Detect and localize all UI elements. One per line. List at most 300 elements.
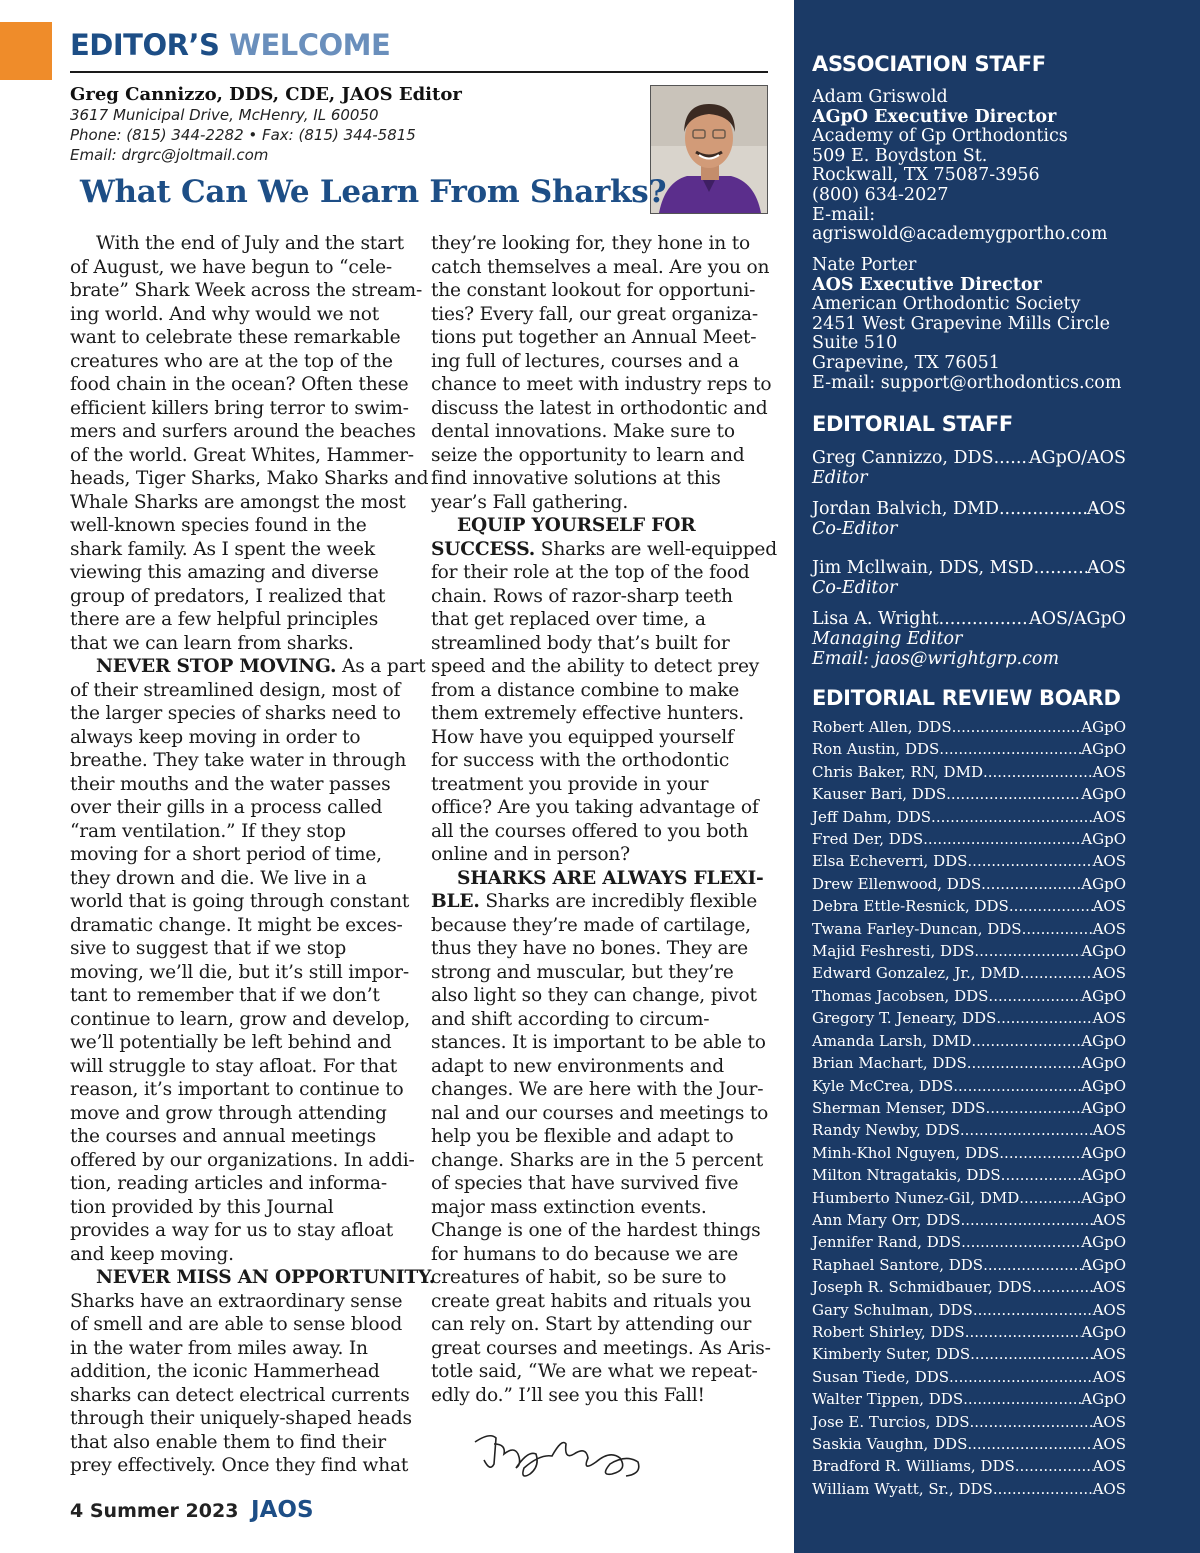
contact-nate-porter xyxy=(812,256,1192,393)
contact-address: 509 E. Boydston St. xyxy=(812,145,988,166)
article-line xyxy=(70,632,415,656)
article-subhead: NEVER STOP MOVING. xyxy=(96,656,337,677)
article-line xyxy=(70,679,415,703)
member-affiliation: AGpO xyxy=(1081,718,1126,736)
review-board-member xyxy=(812,1276,1126,1298)
article-line xyxy=(431,514,771,538)
article-line xyxy=(70,749,415,773)
member-affiliation: AGpO xyxy=(1081,874,1126,893)
article-line xyxy=(431,1290,771,1314)
article-line xyxy=(431,279,771,303)
review-board-member xyxy=(812,828,1126,850)
article-line xyxy=(70,232,415,256)
article-line xyxy=(70,303,415,327)
article-line xyxy=(431,350,771,374)
article-line-text: help you be flexible and adapt to xyxy=(431,1126,734,1147)
article-line xyxy=(70,1172,415,1196)
article-line xyxy=(70,702,415,726)
article-line-text: moving for a short period of time, xyxy=(70,844,382,865)
contact-city: Grapevine, TX 76051 xyxy=(812,352,1000,373)
article-line-text: changes. We are here with the Jour- xyxy=(431,1079,764,1100)
article-line xyxy=(70,773,415,797)
article-line xyxy=(70,1008,415,1032)
article-line xyxy=(431,867,771,891)
article-line xyxy=(70,1125,415,1149)
article-line xyxy=(431,420,771,444)
signature-icon xyxy=(470,1424,645,1484)
article-line-text: dental innovations. Make sure to xyxy=(431,421,735,442)
article-line-text: for their role at the top of the food xyxy=(431,562,750,583)
article-line xyxy=(431,749,771,773)
article-line-text: of species that have survived five xyxy=(431,1173,739,1194)
article-line-text: thus they have no bones. They are xyxy=(431,938,748,959)
article-line-text: all the courses offered to you both xyxy=(431,820,749,842)
article-line-text: viewing this amazing and diverse xyxy=(70,562,379,583)
article-line-text: will struggle to stay afloat. For that xyxy=(70,1055,398,1077)
article-line xyxy=(70,843,415,867)
contact-name: Adam Griswold xyxy=(812,87,948,107)
article-line-text: of their streamlined design, most of xyxy=(70,679,401,701)
article-line-text: With the end of July and the start xyxy=(96,233,404,254)
editor-phone: Phone: (815) 344-2282 • Fax: (815) 344-5815 xyxy=(70,126,416,144)
article-line xyxy=(70,1360,415,1384)
member-name: Sherman Menser, DDS xyxy=(812,1098,986,1117)
article-line xyxy=(431,232,771,256)
article-line-text: great courses and meetings. As Aris- xyxy=(431,1337,771,1359)
review-board-member xyxy=(812,716,1126,738)
article-line-text: the courses and annual meetings xyxy=(70,1126,376,1147)
member-affiliation: AOS xyxy=(1092,807,1126,826)
article-line xyxy=(431,1149,771,1173)
member-name: Milton Ntragatakis, DDS xyxy=(812,1166,1001,1185)
review-board-member xyxy=(812,1097,1126,1119)
article-line xyxy=(70,491,415,515)
article-line xyxy=(431,1078,771,1102)
article-line-text: creatures who are at the top of the xyxy=(70,350,393,372)
header-rule xyxy=(70,71,768,73)
article-line-text: Sharks are well-equipped xyxy=(535,538,777,560)
article-line-text: for success with the orthodontic xyxy=(431,750,730,771)
staff-entry xyxy=(812,448,1126,488)
review-board-member xyxy=(812,738,1126,760)
contact-title: AGpO Executive Director xyxy=(812,106,1057,127)
member-name: Minh-Khol Nguyen, DDS xyxy=(812,1143,1000,1162)
article-line-text: create great habits and rituals you xyxy=(431,1290,752,1312)
member-name: Robert Shirley, DDS xyxy=(812,1322,965,1341)
article-line-text: the constant lookout for opportuni- xyxy=(431,280,756,301)
contact-email-label: E-mail: xyxy=(812,204,876,225)
article-line-text: group of predators, I realized that xyxy=(70,585,386,607)
article-line xyxy=(431,373,771,397)
review-board-member xyxy=(812,850,1126,872)
article-line-text: ties? Every fall, our great organiza- xyxy=(431,303,758,325)
staff-entry xyxy=(812,609,1126,669)
article-line xyxy=(431,843,771,867)
article-line-text: catch themselves a meal. Are you on xyxy=(431,256,770,278)
article-line-text: that we can learn from sharks. xyxy=(70,632,354,654)
article-line xyxy=(431,1055,771,1079)
staff-name: Jordan Balvich, DMD xyxy=(812,499,999,519)
article-line xyxy=(70,1031,415,1055)
article-line xyxy=(70,984,415,1008)
article-line xyxy=(70,867,415,891)
member-name: Gregory T. Jeneary, DDS xyxy=(812,1009,997,1028)
member-affiliation: AOS xyxy=(1092,1300,1126,1319)
member-affiliation: AOS xyxy=(1092,1412,1126,1431)
article-line xyxy=(431,820,771,844)
member-name: Susan Tiede, DDS xyxy=(812,1367,950,1386)
article-subhead: NEVER MISS AN OPPORTUNITY. xyxy=(96,1267,436,1288)
article-line xyxy=(431,679,771,703)
review-board-member xyxy=(812,1187,1126,1209)
article-line-text: As a part xyxy=(336,656,426,677)
article-line-text: discuss the latest in orthodontic and xyxy=(431,397,768,419)
review-board-member xyxy=(812,783,1126,805)
review-board-list xyxy=(812,716,1126,1500)
contact-title: AOS Executive Director xyxy=(812,274,1042,295)
member-affiliation: AGpO xyxy=(1081,740,1126,759)
article-line-text: tions put together an Annual Meet- xyxy=(431,327,757,348)
article-line-text: because they’re made of cartilage, xyxy=(431,914,751,936)
review-board-member xyxy=(812,761,1126,783)
article-line-text: nal and our courses and meetings to xyxy=(431,1102,769,1124)
article-line xyxy=(431,444,771,468)
article-line xyxy=(70,1102,415,1126)
article-subhead: SUCCESS. xyxy=(431,538,536,560)
article-line-text: dramatic change. It might be exces- xyxy=(70,914,403,936)
article-line-text: Sharks have an extraordinary sense xyxy=(70,1290,403,1312)
article-line xyxy=(70,256,415,280)
article-line xyxy=(431,1172,771,1196)
review-board-member xyxy=(812,940,1126,962)
member-name: Jose E. Turcios, DDS xyxy=(812,1412,970,1431)
editor-name: Greg Cannizzo, DDS, CDE, JAOS Editor xyxy=(70,84,462,105)
staff-role: Co-Editor xyxy=(812,519,898,539)
article-line-text: online and in person? xyxy=(431,844,630,865)
article-line xyxy=(70,1431,415,1455)
article-line xyxy=(70,1313,415,1337)
staff-email: Email: jaos@wrightgrp.com xyxy=(812,649,1060,669)
article-line xyxy=(431,561,771,585)
member-name: Saskia Vaughn, DDS xyxy=(812,1435,968,1453)
member-name: Majid Feshresti, DDS xyxy=(812,942,975,961)
article-line xyxy=(70,420,415,444)
review-board-member xyxy=(812,1254,1126,1276)
article-line-text: want to celebrate these remarkable xyxy=(70,327,401,348)
article-line-text: major mass extinction events. xyxy=(431,1196,707,1218)
article-line xyxy=(431,303,771,327)
article-line-text: food chain in the ocean? Often these xyxy=(70,374,409,395)
member-affiliation: AOS xyxy=(1092,1345,1126,1364)
member-name: Kimberly Suter, DDS xyxy=(812,1345,971,1364)
article-line xyxy=(70,373,415,397)
article-line-text: move and grow through attending xyxy=(70,1102,387,1124)
member-name: Elsa Echeverri, DDS xyxy=(812,852,968,871)
member-name: Jeff Dahm, DDS xyxy=(812,807,932,826)
article-line-text: they’re looking for, they hone in to xyxy=(431,233,750,254)
member-name: Jennifer Rand, DDS xyxy=(812,1233,962,1252)
article-line-text: from a distance combine to make xyxy=(431,679,740,701)
article-line xyxy=(70,326,415,350)
sidebar xyxy=(794,0,1200,1553)
section-header-word2: WELCOME xyxy=(228,28,391,62)
article-line xyxy=(431,632,771,656)
member-name: Kauser Bari, DDS xyxy=(812,785,947,804)
contact-org: American Orthodontic Society xyxy=(812,294,1081,315)
member-affiliation: AOS xyxy=(1092,919,1126,938)
review-board-member xyxy=(812,962,1126,984)
article-line xyxy=(431,491,771,515)
article-line xyxy=(70,1243,415,1267)
article-line-text: prey effectively. Once they find what xyxy=(70,1455,409,1476)
review-board-member xyxy=(812,985,1126,1007)
article-line-text: “ram ventilation.” If they stop xyxy=(70,820,346,842)
article-line-text: efficient killers bring terror to swim- xyxy=(70,397,409,419)
review-board-member xyxy=(812,1455,1126,1477)
article-line-text: streamlined body that’s built for xyxy=(431,632,730,654)
member-name: Thomas Jacobsen, DDS xyxy=(812,986,989,1005)
article-line xyxy=(431,256,771,280)
review-board-member xyxy=(812,895,1126,917)
article-line xyxy=(70,1219,415,1243)
article-line xyxy=(431,326,771,350)
member-affiliation: AGpO xyxy=(1081,1054,1126,1073)
article-line xyxy=(431,1266,771,1290)
staff-role: Managing Editor xyxy=(812,629,963,649)
article-line-text: chain. Rows of razor-sharp teeth xyxy=(431,585,733,607)
member-name: Edward Gonzalez, Jr., DMD xyxy=(812,964,1020,983)
review-board-member xyxy=(812,1119,1126,1141)
article-line-text: breathe. They take water in through xyxy=(70,750,407,771)
staff-entry xyxy=(812,558,1126,598)
article-line-text: Sharks are incredibly flexible xyxy=(479,891,758,912)
editorial-staff-heading: EDITORIAL STAFF xyxy=(812,412,1013,436)
contact-adam-griswold xyxy=(812,88,1192,245)
article-line-text: of the world. Great Whites, Hammer- xyxy=(70,444,414,466)
article-line-text: of August, we have begun to “cele- xyxy=(70,256,393,278)
member-name: Amanda Larsh, DMD xyxy=(812,1031,972,1050)
member-name: Joseph R. Schmidbauer, DDS xyxy=(812,1278,1032,1297)
article-line-text: there are a few helpful principles xyxy=(70,609,379,630)
review-board-member xyxy=(812,1075,1126,1097)
member-affiliation: AOS xyxy=(1092,1435,1126,1453)
article-line xyxy=(70,279,423,303)
article-line-text: sive to suggest that if we stop xyxy=(70,938,347,959)
article-line-text: ing world. And why would we not xyxy=(70,303,380,325)
article-line xyxy=(431,984,771,1008)
staff-role: Editor xyxy=(812,468,868,488)
article-line xyxy=(70,961,415,985)
member-affiliation: AGpO xyxy=(1081,1322,1126,1341)
article-line-text: Change is one of the hardest things xyxy=(431,1220,761,1241)
article-line-text: office? Are you taking advantage of xyxy=(431,797,759,818)
staff-role: Co-Editor xyxy=(812,578,898,598)
member-affiliation: AOS xyxy=(1092,897,1126,916)
editor-address: 3617 Municipal Drive, McHenry, IL 60050 xyxy=(70,106,379,124)
staff-name: Jim Mcllwain, DDS, MSD xyxy=(812,558,1034,578)
member-affiliation: AOS xyxy=(1092,964,1126,983)
member-name: Chris Baker, RN, DMD xyxy=(812,762,983,781)
article-line xyxy=(431,1337,771,1361)
article-line xyxy=(431,937,771,961)
article-line xyxy=(431,796,771,820)
article-line-text: tion provided by this Journal xyxy=(70,1196,334,1218)
article-line-text: that also enable them to find their xyxy=(70,1431,386,1453)
review-board-member xyxy=(812,1007,1126,1029)
article-line-text: change. Sharks are in the 5 percent xyxy=(431,1149,764,1171)
member-affiliation: AGpO xyxy=(1081,1255,1126,1274)
article-line-text: world that is going through constant xyxy=(70,891,410,912)
article-line-text: of smell and are able to sense blood xyxy=(70,1314,403,1335)
staff-affiliation: AGpO/AOS xyxy=(1028,448,1126,468)
member-affiliation: AGpO xyxy=(1081,1233,1126,1252)
article-line-text: through their uniquely-shaped heads xyxy=(70,1408,412,1429)
article-line xyxy=(70,726,415,750)
member-affiliation: AOS xyxy=(1092,1457,1126,1476)
article-line-text: we’ll potentially be left behind and xyxy=(70,1032,392,1053)
article-line-text: brate” Shark Week across the stream- xyxy=(70,280,423,301)
article-line xyxy=(70,1407,415,1431)
member-affiliation: AGpO xyxy=(1081,830,1126,849)
article-line-text: reason, it’s important to continue to xyxy=(70,1079,404,1100)
page-number: 4 xyxy=(70,1500,84,1522)
member-name: Ron Austin, DDS xyxy=(812,740,940,759)
article-line-text: speed and the ability to detect prey xyxy=(431,656,760,677)
review-board-member xyxy=(812,1209,1126,1231)
member-affiliation: AGpO xyxy=(1081,942,1126,961)
article-line xyxy=(70,655,426,679)
article-line-text: provides a way for us to stay afloat xyxy=(70,1220,394,1241)
article-line xyxy=(70,444,415,468)
article-line xyxy=(431,585,771,609)
article-line xyxy=(70,1454,415,1478)
member-affiliation: AGpO xyxy=(1081,1031,1126,1050)
article-subhead: EQUIP YOURSELF FOR xyxy=(457,515,696,536)
contact-phone: (800) 634-2027 xyxy=(812,184,949,205)
article-line xyxy=(70,514,415,538)
staff-name: Greg Cannizzo, DDS xyxy=(812,448,994,468)
article-line xyxy=(431,702,771,726)
member-name: William Wyatt, Sr., DDS xyxy=(812,1479,993,1498)
member-name: Robert Allen, DDS xyxy=(812,718,952,736)
member-affiliation: AOS xyxy=(1092,852,1126,871)
article-subhead: BLE. xyxy=(431,891,480,912)
article-line-text: How have you equipped yourself xyxy=(431,726,734,748)
contact-address: 2451 West Grapevine Mills Circle xyxy=(812,313,1110,334)
member-affiliation: AGpO xyxy=(1081,1076,1126,1095)
member-affiliation: AOS xyxy=(1092,1009,1126,1028)
article-line xyxy=(70,1337,415,1361)
article-line xyxy=(70,561,415,585)
article-line xyxy=(431,1384,771,1408)
article-line-text: they drown and die. We live in a xyxy=(70,867,367,889)
member-name: Twana Farley-Duncan, DDS xyxy=(812,919,1022,938)
article-line-text: creatures of habit, so be sure to xyxy=(431,1267,727,1288)
article-line-text: year’s Fall gathering. xyxy=(431,491,629,513)
review-board-member xyxy=(812,806,1126,828)
article-title: What Can We Learn From Sharks? xyxy=(80,174,667,210)
article-line-text: the larger species of sharks need to xyxy=(70,703,401,724)
article-line xyxy=(431,1102,771,1126)
article-line xyxy=(70,1078,415,1102)
article-line xyxy=(70,538,415,562)
member-affiliation: AGpO xyxy=(1081,1390,1126,1409)
article-line-text: chance to meet with industry reps to xyxy=(431,374,772,395)
article-line-text: well-known species found in the xyxy=(70,515,367,536)
member-affiliation: AOS xyxy=(1092,1367,1126,1386)
review-board-member xyxy=(812,1433,1126,1455)
article-line xyxy=(70,890,415,914)
member-affiliation: AGpO xyxy=(1081,1188,1126,1207)
article-line xyxy=(431,655,771,679)
review-board-member xyxy=(812,1366,1126,1388)
editorial-review-board-heading: EDITORIAL REVIEW BOARD xyxy=(812,686,1121,710)
article-line-text: over their gills in a process called xyxy=(70,797,383,818)
article-line xyxy=(70,350,415,374)
article-subhead: SHARKS ARE ALWAYS FLEXI- xyxy=(457,867,764,889)
section-header xyxy=(70,28,390,62)
review-board-member xyxy=(812,1299,1126,1321)
review-board-member xyxy=(812,1411,1126,1433)
article-line-text: can rely on. Start by attending our xyxy=(431,1314,752,1335)
article-line-text: always keep moving in order to xyxy=(70,726,361,748)
member-affiliation: AGpO xyxy=(1081,1098,1126,1117)
member-name: Gary Schulman, DDS xyxy=(812,1300,973,1319)
review-board-member xyxy=(812,873,1126,895)
article-line xyxy=(70,1384,415,1408)
editor-email: Email: drgrc@joltmail.com xyxy=(70,146,269,164)
member-affiliation: AGpO xyxy=(1081,1166,1126,1185)
review-board-member xyxy=(812,1388,1126,1410)
article-line xyxy=(431,773,771,797)
article-line xyxy=(431,397,771,421)
member-name: Brian Machart, DDS xyxy=(812,1054,967,1073)
section-header-word1: EDITOR’S xyxy=(70,28,220,62)
article-line xyxy=(70,796,415,820)
member-name: Randy Newby, DDS xyxy=(812,1121,960,1140)
article-line-text: them extremely effective hunters. xyxy=(431,703,745,724)
review-board-member xyxy=(812,1030,1126,1052)
article-line xyxy=(431,1031,771,1055)
article-line xyxy=(70,608,415,632)
contact-name: Nate Porter xyxy=(812,255,917,275)
member-name: Ann Mary Orr, DDS xyxy=(812,1210,961,1229)
article-column-1 xyxy=(70,232,436,1478)
member-name: Drew Ellenwood, DDS xyxy=(812,874,982,893)
article-line-text: moving, we’ll die, but it’s still impor- xyxy=(70,961,409,983)
article-line xyxy=(431,538,777,562)
article-line xyxy=(431,1125,771,1149)
article-line xyxy=(70,820,415,844)
article-line xyxy=(431,608,771,632)
staff-affiliation: AOS/AGpO xyxy=(1028,609,1126,629)
article-line-text: heads, Tiger Sharks, Mako Sharks and xyxy=(70,468,429,489)
review-board-member xyxy=(812,1343,1126,1365)
member-affiliation: AOS xyxy=(1092,1278,1126,1297)
review-board-member xyxy=(812,1164,1126,1186)
member-name: Debra Ettle-Resnick, DDS xyxy=(812,897,1009,916)
journal-name: JAOS xyxy=(251,1497,314,1523)
article-line-text: Whale Sharks are amongst the most xyxy=(70,491,406,513)
article-line-text: that get replaced over time, a xyxy=(431,609,706,630)
article-line-text: continue to learn, grow and develop, xyxy=(70,1008,411,1030)
article-line xyxy=(431,726,771,750)
contact-org: Academy of Gp Orthodontics xyxy=(812,126,1068,147)
article-line-text: offered by our organizations. In addi- xyxy=(70,1149,415,1171)
review-board-member xyxy=(812,918,1126,940)
article-line xyxy=(70,937,415,961)
page-footer xyxy=(70,1497,314,1523)
